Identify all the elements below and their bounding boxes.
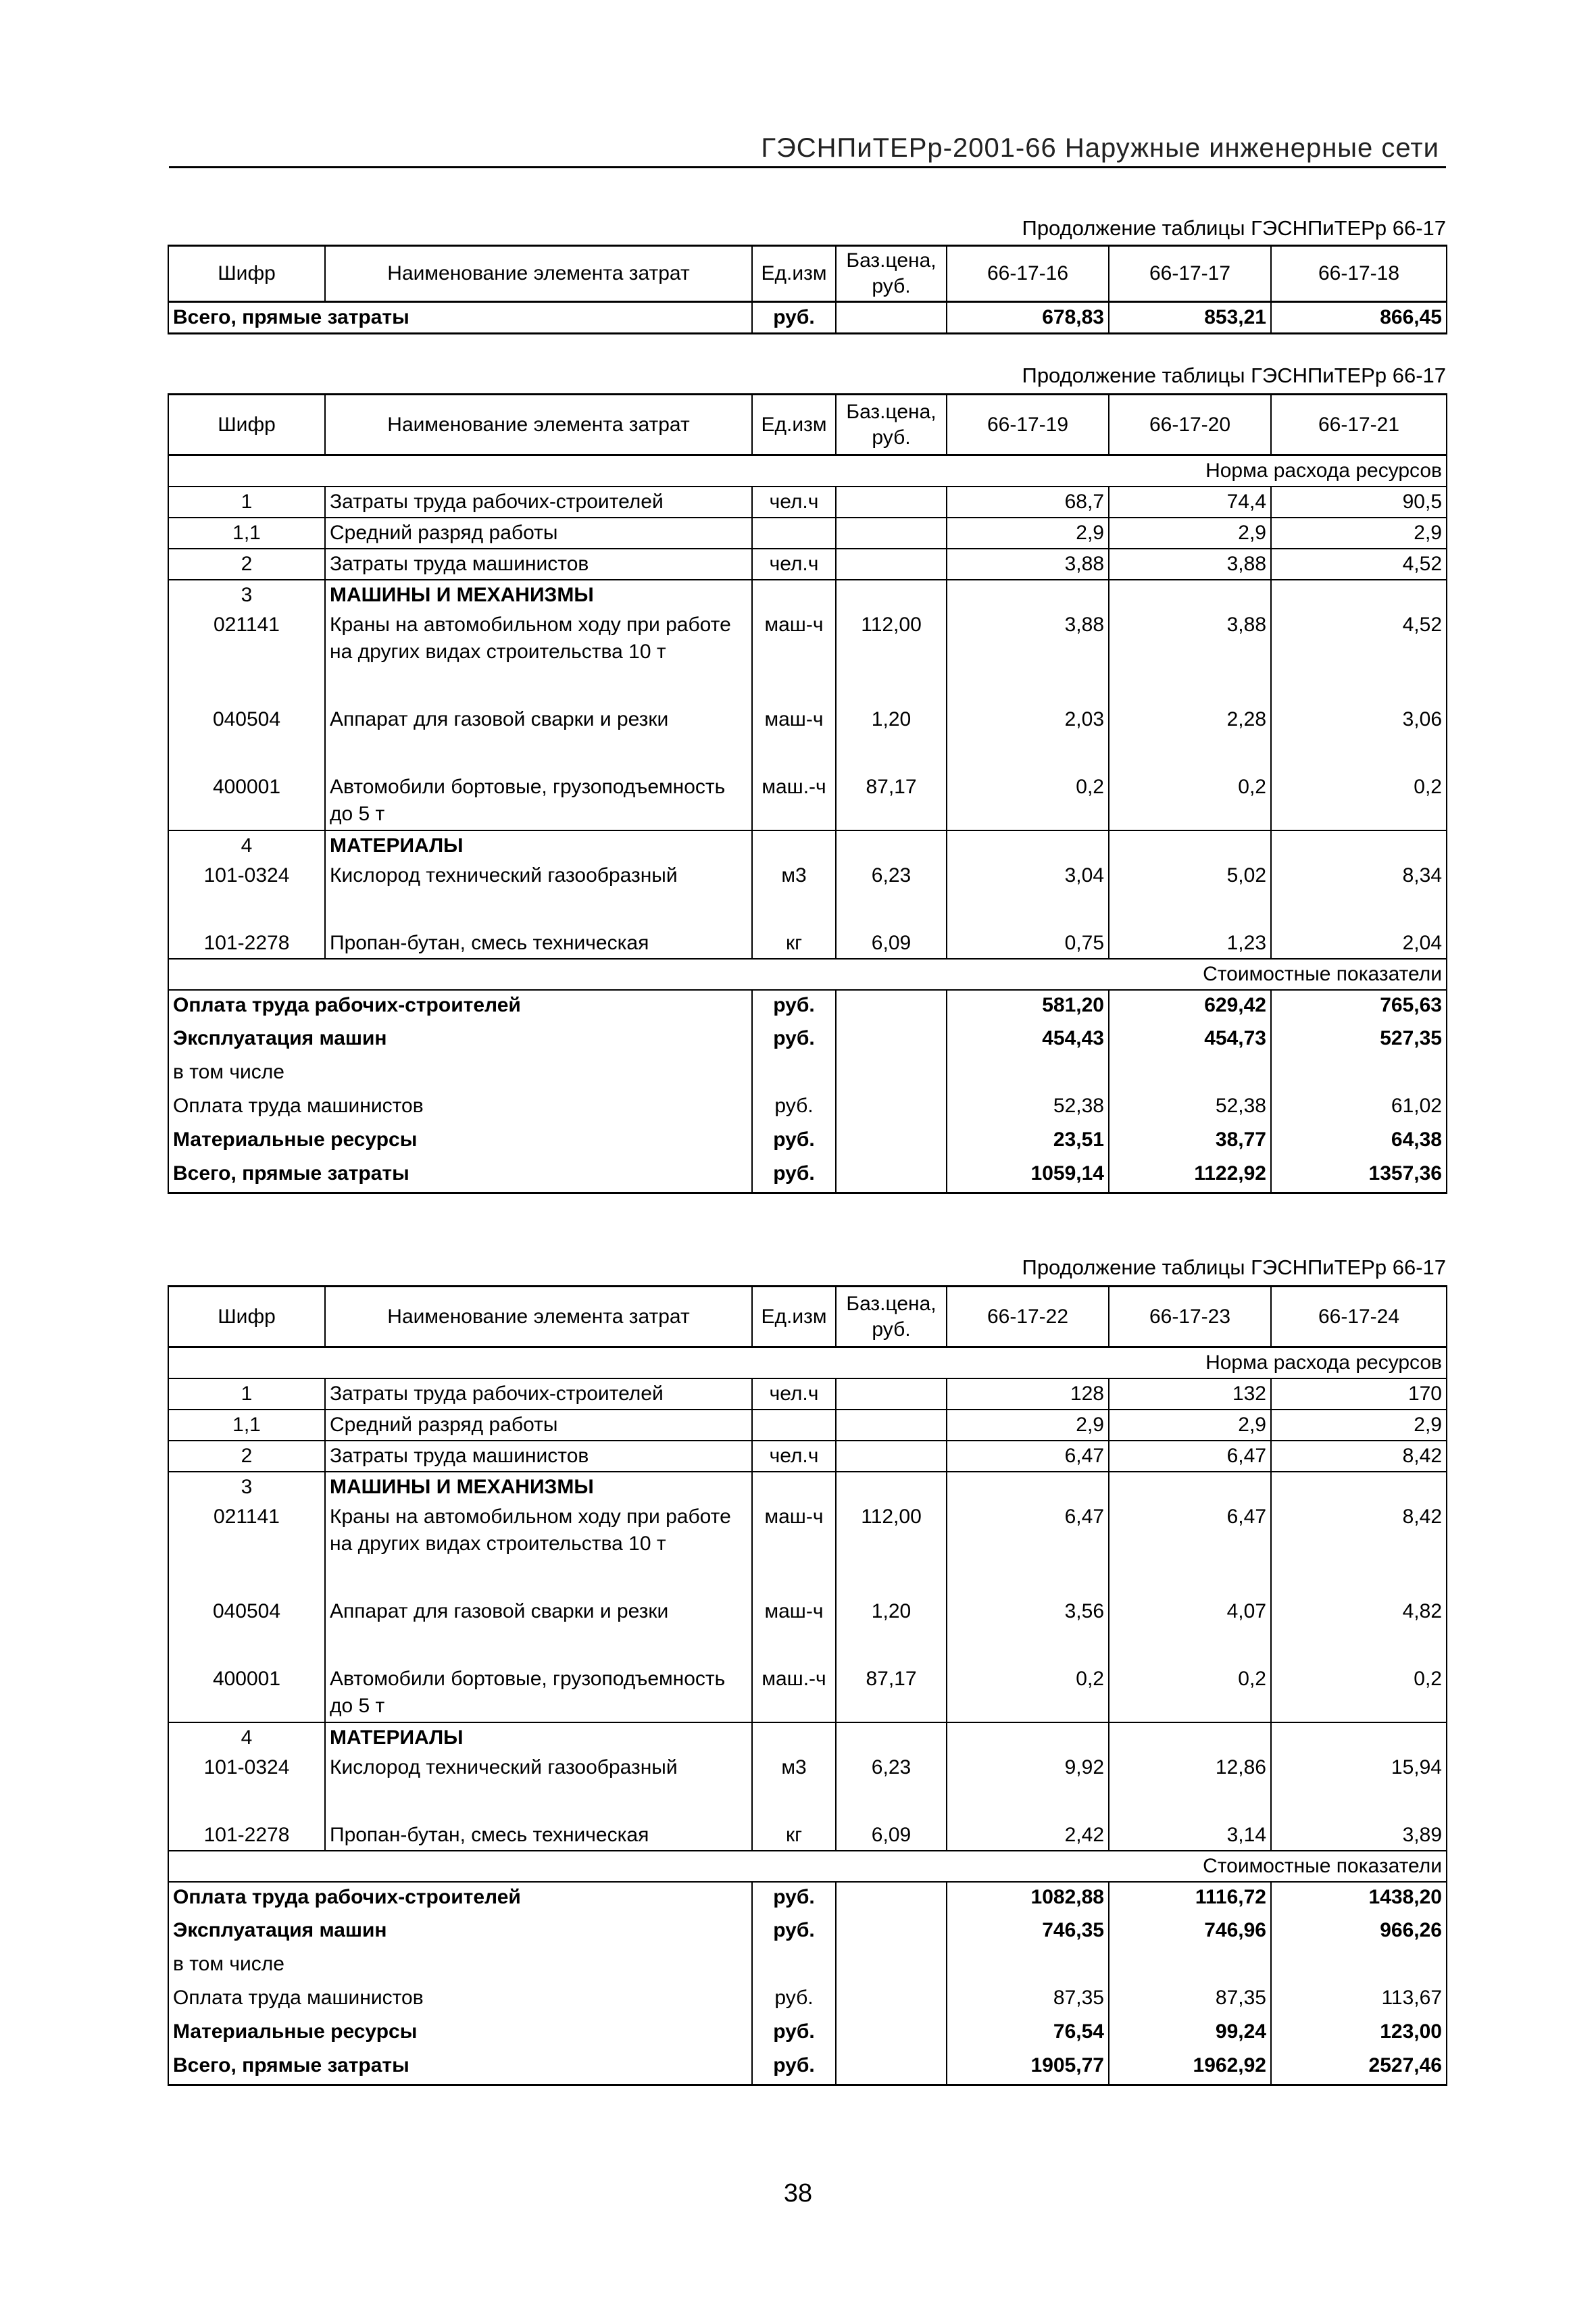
table-row — [168, 928, 1447, 959]
row-value: 3,04 — [947, 861, 1109, 928]
cost-value: 113,67 — [1271, 1983, 1447, 2017]
cost-value: 1059,14 — [947, 1159, 1109, 1193]
cost-label: Оплата труда рабочих-строителей — [168, 1882, 752, 1916]
row-value: 128 — [947, 1378, 1109, 1410]
row-value: 6,47 — [947, 1502, 1109, 1597]
row-price: 6,09 — [836, 1820, 947, 1851]
cost-value: 629,42 — [1109, 990, 1271, 1024]
row-value: 2,9 — [1271, 518, 1447, 549]
row-code: 1 — [168, 1378, 325, 1410]
col-unit-header: Ед.изм — [752, 246, 836, 302]
table-row — [168, 1664, 1447, 1722]
row-value: 0,2 — [947, 772, 1109, 830]
row-unit: маш-ч — [752, 1597, 836, 1664]
cost-value: 87,35 — [1109, 1983, 1271, 2017]
row-name: Аппарат для газовой сварки и резки — [325, 705, 752, 772]
cost-row — [168, 1949, 1447, 1983]
row-unit: чел.ч — [752, 549, 836, 580]
cost-label: Материальные ресурсы — [168, 2017, 752, 2051]
cost-value: 1357,36 — [1271, 1159, 1447, 1193]
cost-value: 966,26 — [1271, 1916, 1447, 1949]
table-row — [168, 610, 1447, 705]
code-col-2: 66-17-17 — [1109, 246, 1271, 302]
row-value: 0,2 — [1109, 1664, 1271, 1722]
row-value: 6,47 — [1109, 1441, 1271, 1472]
cost-value: 123,00 — [1271, 2017, 1447, 2051]
total-unit: руб. — [752, 302, 836, 334]
col-unit-header: Ед.изм — [752, 395, 836, 455]
cost-label: Оплата труда машинистов — [168, 1983, 752, 2017]
row-name: МАШИНЫ И МЕХАНИЗМЫ — [325, 580, 752, 610]
table2-continuation: Продолжение таблицы ГЭСНПиТЕРр 66-17 — [1022, 364, 1446, 387]
table-row — [168, 1820, 1447, 1851]
col-unit-header: Ед.изм — [752, 1287, 836, 1347]
cost-unit: руб. — [752, 1125, 836, 1159]
row-unit: маш.-ч — [752, 1664, 836, 1722]
code-col-1: 66-17-16 — [947, 246, 1109, 302]
row-code: 2 — [168, 549, 325, 580]
row-name: МАШИНЫ И МЕХАНИЗМЫ — [325, 1472, 752, 1502]
row-value: 3,56 — [947, 1597, 1109, 1664]
row-price: 87,17 — [836, 1664, 947, 1722]
cost-label: Материальные ресурсы — [168, 1125, 752, 1159]
row-code: 400001 — [168, 1664, 325, 1722]
cost-value: 1122,92 — [1109, 1159, 1271, 1193]
row-value: 3,88 — [1109, 610, 1271, 705]
row-name: Краны на автомобильном ходу при работе на других видах строительства 10 т — [325, 1502, 752, 1597]
row-code: 3 — [168, 1472, 325, 1502]
row-unit: маш.-ч — [752, 772, 836, 830]
row-price: 6,09 — [836, 928, 947, 959]
col-price-header: Баз.цена, руб. — [836, 1287, 947, 1347]
cost-label: в том числе — [168, 1949, 752, 1983]
cost-value: 52,38 — [1109, 1091, 1271, 1125]
page-number: 38 — [783, 2179, 813, 2208]
cost-label: Эксплуатация машин — [168, 1024, 752, 1057]
row-name: Аппарат для газовой сварки и резки — [325, 1597, 752, 1664]
code-col-3: 66-17-18 — [1271, 246, 1447, 302]
row-name: Кислород технический газообразный — [325, 1753, 752, 1820]
cost-row — [168, 2051, 1447, 2085]
row-unit — [752, 518, 836, 549]
row-value: 5,02 — [1109, 861, 1271, 928]
row-name: Краны на автомобильном ходу при работе на других видах строительства 10 т — [325, 610, 752, 705]
table-row — [168, 580, 1447, 610]
row-code: 400001 — [168, 772, 325, 830]
row-value: 9,92 — [947, 1753, 1109, 1820]
row-name: Затраты труда рабочих-строителей — [325, 487, 752, 518]
table-row — [168, 861, 1447, 928]
cost-label: Эксплуатация машин — [168, 1916, 752, 1949]
row-unit: кг — [752, 1820, 836, 1851]
cost-row — [168, 2017, 1447, 2051]
row-value: 3,14 — [1109, 1820, 1271, 1851]
cost-row — [168, 1983, 1447, 2017]
row-value: 8,34 — [1271, 861, 1447, 928]
cost-unit: руб. — [752, 1983, 836, 2017]
table3 — [168, 1285, 1447, 2086]
cost-value: 454,73 — [1109, 1024, 1271, 1057]
row-name: Средний разряд работы — [325, 1410, 752, 1441]
row-value: 8,42 — [1271, 1441, 1447, 1472]
row-value: 2,9 — [1109, 1410, 1271, 1441]
row-price — [836, 549, 947, 580]
cost-row — [168, 1916, 1447, 1949]
row-value: 4,07 — [1109, 1597, 1271, 1664]
col-name-header: Наименование элемента затрат — [325, 395, 752, 455]
row-unit: маш-ч — [752, 705, 836, 772]
table3-continuation: Продолжение таблицы ГЭСНПиТЕРр 66-17 — [1022, 1255, 1446, 1279]
row-price: 1,20 — [836, 1597, 947, 1664]
row-value: 2,9 — [947, 1410, 1109, 1441]
row-value: 90,5 — [1271, 487, 1447, 518]
table-row — [168, 1441, 1447, 1472]
cost-value: 454,43 — [947, 1024, 1109, 1057]
row-code: 1,1 — [168, 1410, 325, 1441]
cost-row — [168, 990, 1447, 1024]
row-value: 3,89 — [1271, 1820, 1447, 1851]
table-row — [168, 487, 1447, 518]
norm-section-label: Норма расхода ресурсов — [168, 1347, 1447, 1379]
table-row — [168, 1753, 1447, 1820]
cost-value: 1905,77 — [947, 2051, 1109, 2085]
row-price — [836, 1378, 947, 1410]
table1 — [168, 245, 1447, 334]
table-row — [168, 705, 1447, 772]
row-unit: кг — [752, 928, 836, 959]
row-value: 4,52 — [1271, 549, 1447, 580]
cost-value: 87,35 — [947, 1983, 1109, 2017]
row-code: 101-0324 — [168, 861, 325, 928]
cost-unit: руб. — [752, 2017, 836, 2051]
cost-value: 1116,72 — [1109, 1882, 1271, 1916]
cost-row — [168, 1125, 1447, 1159]
table-row — [168, 1472, 1447, 1502]
table-row — [168, 1502, 1447, 1597]
code-col-1: 66-17-19 — [947, 395, 1109, 455]
row-value: 2,28 — [1109, 705, 1271, 772]
row-value: 0,2 — [947, 1664, 1109, 1722]
row-value: 4,82 — [1271, 1597, 1447, 1664]
row-unit: чел.ч — [752, 1441, 836, 1472]
row-value: 0,75 — [947, 928, 1109, 959]
cost-section-label: Стоимостные показатели — [168, 1851, 1447, 1882]
row-price — [836, 518, 947, 549]
cost-value: 99,24 — [1109, 2017, 1271, 2051]
cost-value: 527,35 — [1271, 1024, 1447, 1057]
cost-unit: руб. — [752, 1024, 836, 1057]
cost-unit: руб. — [752, 990, 836, 1024]
cost-row — [168, 1882, 1447, 1916]
row-name: Затраты труда машинистов — [325, 549, 752, 580]
cost-row — [168, 1091, 1447, 1125]
col-price-header: Баз.цена, руб. — [836, 395, 947, 455]
total-value: 866,45 — [1271, 302, 1447, 334]
row-value: 2,9 — [1109, 518, 1271, 549]
row-price: 112,00 — [836, 1502, 947, 1597]
cost-value: 2527,46 — [1271, 2051, 1447, 2085]
col-code-header: Шифр — [168, 395, 325, 455]
row-price: 6,23 — [836, 861, 947, 928]
row-code: 101-0324 — [168, 1753, 325, 1820]
code-col-2: 66-17-20 — [1109, 395, 1271, 455]
col-price-header: Баз.цена, руб. — [836, 246, 947, 302]
cost-row — [168, 1057, 1447, 1091]
table-row — [168, 549, 1447, 580]
cost-value: 1438,20 — [1271, 1882, 1447, 1916]
row-code: 4 — [168, 830, 325, 861]
col-name-header: Наименование элемента затрат — [325, 246, 752, 302]
row-code: 1,1 — [168, 518, 325, 549]
cost-value: 64,38 — [1271, 1125, 1447, 1159]
row-value: 3,88 — [947, 549, 1109, 580]
row-value: 3,88 — [1109, 549, 1271, 580]
row-code: 1 — [168, 487, 325, 518]
row-name: Пропан-бутан, смесь техническая — [325, 1820, 752, 1851]
cost-value: 76,54 — [947, 2017, 1109, 2051]
code-col-1: 66-17-22 — [947, 1287, 1109, 1347]
norm-section-label: Норма расхода ресурсов — [168, 455, 1447, 487]
header-title: ГЭСНПиТЕРр-2001-66 Наружные инженерные сети — [761, 133, 1439, 163]
cost-label: в том числе — [168, 1057, 752, 1091]
row-price — [836, 1441, 947, 1472]
code-col-3: 66-17-21 — [1271, 395, 1447, 455]
row-value: 0,2 — [1109, 772, 1271, 830]
cost-unit: руб. — [752, 2051, 836, 2085]
row-value: 0,2 — [1271, 772, 1447, 830]
table-row — [168, 772, 1447, 830]
row-value: 74,4 — [1109, 487, 1271, 518]
cost-row — [168, 1159, 1447, 1193]
cost-label: Всего, прямые затраты — [168, 1159, 752, 1193]
page-header — [169, 128, 1446, 168]
cost-value: 52,38 — [947, 1091, 1109, 1125]
row-code: 4 — [168, 1722, 325, 1753]
cost-value: 746,96 — [1109, 1916, 1271, 1949]
row-price: 87,17 — [836, 772, 947, 830]
row-value: 6,47 — [1109, 1502, 1271, 1597]
row-value: 1,23 — [1109, 928, 1271, 959]
row-name: МАТЕРИАЛЫ — [325, 1722, 752, 1753]
table-row — [168, 1597, 1447, 1664]
row-name: Кислород технический газообразный — [325, 861, 752, 928]
row-unit: чел.ч — [752, 1378, 836, 1410]
table2 — [168, 393, 1447, 1194]
cost-value: 38,77 — [1109, 1125, 1271, 1159]
row-value: 2,9 — [1271, 1410, 1447, 1441]
code-col-3: 66-17-24 — [1271, 1287, 1447, 1347]
row-price — [836, 1410, 947, 1441]
total-row — [168, 302, 1447, 334]
cost-value: 1082,88 — [947, 1882, 1109, 1916]
row-name: Средний разряд работы — [325, 518, 752, 549]
table1-continuation: Продолжение таблицы ГЭСНПиТЕРр 66-17 — [1022, 216, 1446, 240]
cost-unit: руб. — [752, 1882, 836, 1916]
row-value: 15,94 — [1271, 1753, 1447, 1820]
col-name-header: Наименование элемента затрат — [325, 1287, 752, 1347]
row-value: 0,2 — [1271, 1664, 1447, 1722]
cost-label: Оплата труда рабочих-строителей — [168, 990, 752, 1024]
row-name: Автомобили бортовые, грузоподъемность до 5 т — [325, 772, 752, 830]
row-value: 8,42 — [1271, 1502, 1447, 1597]
col-code-header: Шифр — [168, 246, 325, 302]
row-code: 2 — [168, 1441, 325, 1472]
row-name: Пропан-бутан, смесь техническая — [325, 928, 752, 959]
row-value: 2,03 — [947, 705, 1109, 772]
cost-label: Всего, прямые затраты — [168, 2051, 752, 2085]
total-label: Всего, прямые затраты — [168, 302, 752, 334]
row-code: 021141 — [168, 1502, 325, 1597]
row-name: Автомобили бортовые, грузоподъемность до 5 т — [325, 1664, 752, 1722]
row-unit: маш-ч — [752, 1502, 836, 1597]
cost-unit: руб. — [752, 1091, 836, 1125]
row-value: 3,06 — [1271, 705, 1447, 772]
table-row — [168, 1410, 1447, 1441]
row-price: 6,23 — [836, 1753, 947, 1820]
row-unit: чел.ч — [752, 487, 836, 518]
table-row — [168, 1722, 1447, 1753]
row-value: 170 — [1271, 1378, 1447, 1410]
row-value: 4,52 — [1271, 610, 1447, 705]
row-code: 101-2278 — [168, 1820, 325, 1851]
cost-value: 765,63 — [1271, 990, 1447, 1024]
row-value: 68,7 — [947, 487, 1109, 518]
cost-value: 23,51 — [947, 1125, 1109, 1159]
table-row — [168, 518, 1447, 549]
cost-row — [168, 1024, 1447, 1057]
cost-value: 746,35 — [947, 1916, 1109, 1949]
row-value: 2,04 — [1271, 928, 1447, 959]
cost-value: 581,20 — [947, 990, 1109, 1024]
row-code: 021141 — [168, 610, 325, 705]
row-name: Затраты труда рабочих-строителей — [325, 1378, 752, 1410]
row-name: Затраты труда машинистов — [325, 1441, 752, 1472]
cost-value: 61,02 — [1271, 1091, 1447, 1125]
row-price: 1,20 — [836, 705, 947, 772]
row-value: 12,86 — [1109, 1753, 1271, 1820]
row-unit: маш-ч — [752, 610, 836, 705]
row-unit: м3 — [752, 861, 836, 928]
table-row — [168, 830, 1447, 861]
row-price: 112,00 — [836, 610, 947, 705]
cost-unit: руб. — [752, 1159, 836, 1193]
row-value: 3,88 — [947, 610, 1109, 705]
row-value: 132 — [1109, 1378, 1271, 1410]
row-price — [836, 487, 947, 518]
row-value: 2,9 — [947, 518, 1109, 549]
row-code: 040504 — [168, 1597, 325, 1664]
row-value: 6,47 — [947, 1441, 1109, 1472]
total-value: 853,21 — [1109, 302, 1271, 334]
cost-unit: руб. — [752, 1916, 836, 1949]
row-value: 2,42 — [947, 1820, 1109, 1851]
row-unit: м3 — [752, 1753, 836, 1820]
cost-section-label: Стоимостные показатели — [168, 959, 1447, 990]
table-row — [168, 1378, 1447, 1410]
code-col-2: 66-17-23 — [1109, 1287, 1271, 1347]
row-code: 101-2278 — [168, 928, 325, 959]
col-code-header: Шифр — [168, 1287, 325, 1347]
row-code: 040504 — [168, 705, 325, 772]
row-code: 3 — [168, 580, 325, 610]
total-value: 678,83 — [947, 302, 1109, 334]
row-name: МАТЕРИАЛЫ — [325, 830, 752, 861]
cost-value: 1962,92 — [1109, 2051, 1271, 2085]
cost-label: Оплата труда машинистов — [168, 1091, 752, 1125]
row-unit — [752, 1410, 836, 1441]
